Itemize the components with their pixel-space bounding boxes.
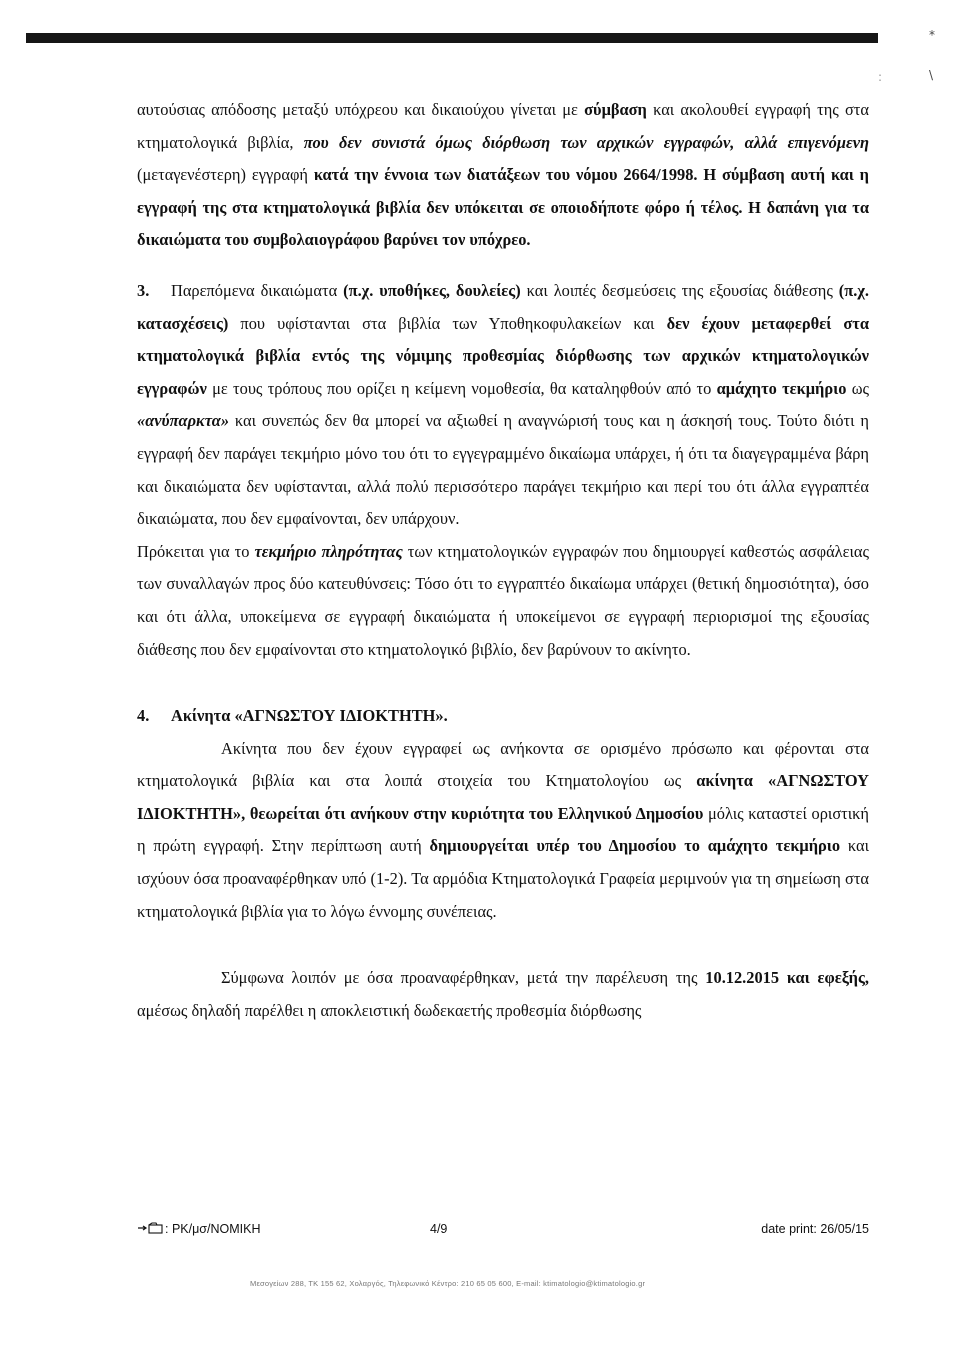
paragraph-5: Σύμφωνα λοιπόν με όσα προαναφέρθηκαν, μετά την παρέλευση της 10.12.2015 και εφεξής, αμέσως δηλαδή παρέλθει η αποκλειστική δωδεκαετής προθεσμία διόρθωσης: [137, 968, 869, 1020]
paragraph-3: 3. Παρεπόμενα δικαιώματα (π.χ. υποθήκες, δουλείες) και λοιπές δεσμεύσεις της εξουσίας διάθεσης (π.χ. κατασχέσεις) που υφίστανται στα βιβλία των Υποθηκοφυλακείων και δεν έχουν μεταφερθεί στα κτηματολογικά βιβλία εντός της νόμιμης προθεσμίας διόρθωσης των αρχικών κτηματολογικών εγγραφών με τους τρόπους που ορίζει η κείμενη νομοθεσία, θα καταληφθούν από το αμάχητο τεκμήριο ως «ανύπαρκτα» και συνεπώς δεν θα μπορεί να αξιωθεί η αναγνώρισή τους και η άσκησή τους. Τούτο διότι η εγγραφή δεν παράγει τεκμήριο μόνο του ότι το εγγεγραμμένο δικαίωμα υπάρχει, ή ότι τα διαγεγραμμένα βάρη και δικαιώματα δεν υφίστανται, αλλά πολύ περισσότερο παράγει τεκμήριο και περί του ότι άλλα εγγραπτέα δικαιώματα, που δεν εμφαίνονται, δεν υπάρχουν.: [137, 275, 869, 536]
document-body: [137, 94, 869, 1027]
top-scan-bar: [26, 33, 878, 43]
pointing-hand-folder-icon: [137, 1222, 165, 1234]
section-number-4: 4.: [137, 706, 150, 726]
footer-reference: : ΡΚ/μσ/ΝΟΜΙΚΗ: [137, 1222, 260, 1236]
section-number-3: 3.: [137, 280, 150, 300]
section-4-heading: [137, 700, 869, 733]
paragraph-3b: Πρόκειται για το τεκμήριο πληρότητας των κτηματολογικών εγγραφών που δημιουργεί καθεστώς ασφάλειας των συναλλαγών προς δύο κατευθύνσεις: Τόσο ότι το εγγραπτέο δικαίωμα υπάρχει (θετική δημοσιότητα), όσο και ότι άλλα, υποκείμενα σε εγγραφή δικαιώματα ή υποκείμενοι σε εγγραφή περιορισμοί της εξουσίας διάθεσης που δεν εμφαίνονται στο κτηματολογικό βιβλίο, δεν βαρύνουν το ακίνητο.: [137, 541, 869, 659]
date-print: date print: 26/05/15: [761, 1222, 869, 1236]
corner-mark: *: [929, 28, 935, 42]
paragraph-4: Ακίνητα που δεν έχουν εγγραφεί ως ανήκοντα σε ορισμένο πρόσωπο και φέρονται στα κτηματολογικά βιβλία και στα λοιπά στοιχεία του Κτηματολογίου ως ακίνητα «ΑΓΝΩΣΤΟΥ ΙΔΙΟΚΤΗΤΗ», θεωρείται ότι ανήκουν στην κυριότητα του Ελληνικού Δημοσίου μόλις καταστεί οριστική η πρώτη εγγραφή. Στην περίπτωση αυτή δημιουργείται υπέρ του Δημοσίου το αμάχητο τεκμήριο και ισχύουν όσα προαναφέρθηκαν υπό (1-2). Τα αρμόδια Κτηματολογικά Γραφεία μεριμνούν για τη σημείωση στα κτηματολογικά βιβλία για το λόγω έννομης συνέπειας.: [137, 738, 869, 921]
page-number: 4/9: [430, 1222, 448, 1236]
section-title: Ακίνητα «ΑΓΝΩΣΤΟΥ ΙΔΙΟΚΤΗΤΗ».: [171, 706, 448, 726]
footer-address: Μεσογείων 288, ΤΚ 155 62, Χολαργός, Τηλεφωνικό Κέντρο: 210 65 05 600, E-mail: ktimatologio@ktimatologio.gr: [250, 1279, 646, 1288]
corner-tick: \: [929, 68, 934, 82]
corner-colon: :: [878, 70, 883, 84]
paragraph-1: αυτούσιας απόδοσης μεταξύ υπόχρεου και δικαιούχου γίνεται με σύμβαση και ακολουθεί εγγραφή της στα κτηματολογικά βιβλία, που δεν συνιστά όμως διόρθωση των αρχικών εγγραφών, αλλά επιγενόμενη (μεταγενέστερη) εγγραφή κατά την έννοια των διατάξεων του νόμου 2664/1998. Η σύμβαση αυτή και η εγγραφή της στα κτηματολογικά βιβλία δεν υπόκειται σε οποιοδήποτε φόρο ή τέλος. Η δαπάνη για τα δικαιώματα του συμβολαιογράφου βαρύνει τον υπόχρεο.: [137, 100, 869, 250]
